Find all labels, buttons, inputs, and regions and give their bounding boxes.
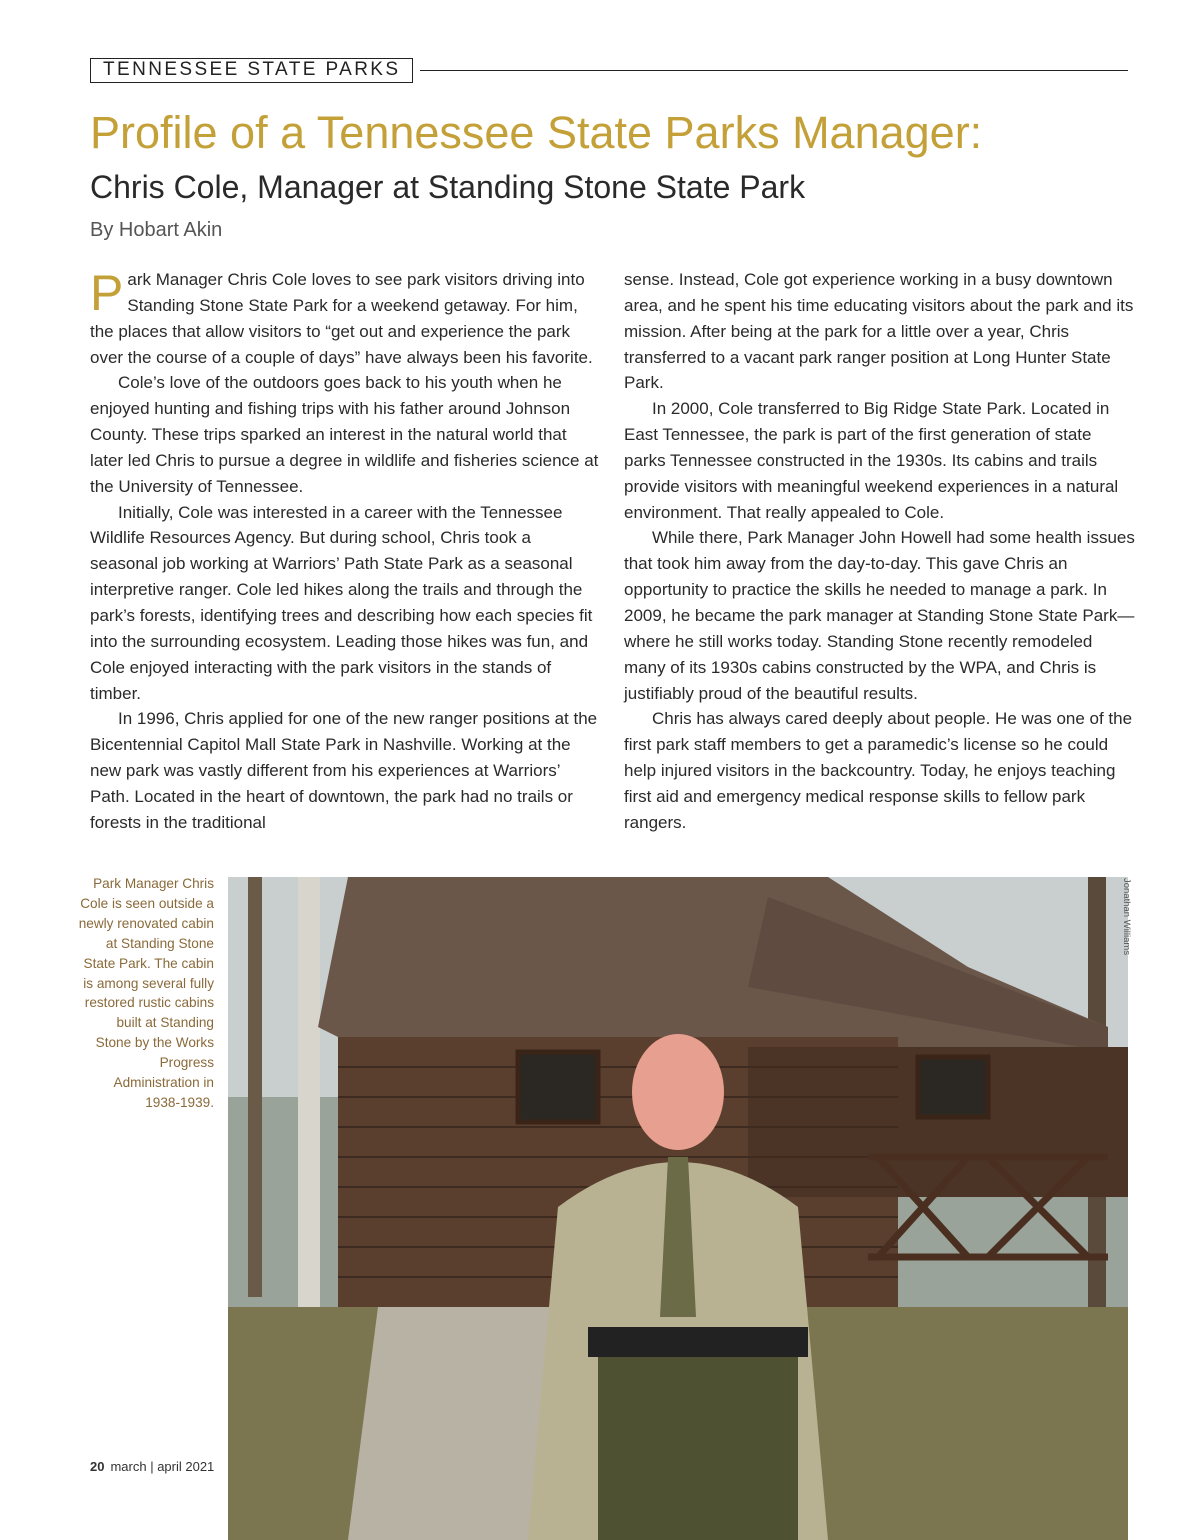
drop-cap: P (90, 265, 124, 321)
section-rule (420, 70, 1128, 71)
paragraph: Chris has always cared deeply about people. He was one of the first park staff members to get a paramedic’s license so he could help injured visitors in the backcountry. Today, he enjoys teaching first aid and emergency medical response skills to fellow park rangers. (624, 709, 1133, 832)
paragraph: In 2000, Cole transferred to Big Ridge State Park. Located in East Tennessee, the park is part of the first generation of state parks Tennessee constructed in the 1930s. Its cabins and trails provide visitors with meaningful weekend experiences in a natural environment. That really appealed to Cole. (624, 399, 1119, 522)
paragraph-text: ark Manager Chris Cole loves to see park visitors driving into Standing Stone State Park for a weekend getaway. For him, the places that allow visitors to “get out and experience the park over the course of a couple of days” have always been his favorite. (90, 270, 593, 367)
article-subtitle: Chris Cole, Manager at Standing Stone State Park (90, 169, 806, 205)
page-folio (90, 1459, 214, 1474)
paragraph: sense. Instead, Cole got experience working in a busy downtown area, and he spent his time educating visitors about the park and its mission. After being at the park for a little over a year, Chris transferred to a vacant park ranger position at Long Hunter State Park. (624, 270, 1134, 393)
article-column-right (624, 267, 1136, 836)
paragraph: While there, Park Manager John Howell had some health issues that took him away from the day-to-day. This gave Chris an opportunity to practice the skills he needed to manage a park. In 2009, he became the park manager at Standing Stone State Park—where he still works today. Standing Stone recently remodeled many of its 1930s cabins constructed by the WPA, and Chris is justifiably proud of the beautiful results. (624, 528, 1135, 703)
cabin-photo-illustration (228, 877, 1128, 1540)
photo-caption: Park Manager Chris Cole is seen outside a newly renovated cabin at Standing Stone State Park. The cabin is among several fully restored rustic cabins built at Standing Stone by the Works Progress Administration in 1938-1939. (78, 876, 214, 1110)
page-number: 20 (90, 1459, 105, 1474)
article-column-left (90, 267, 602, 836)
section-label: TENNESSEE STATE PARKS (90, 58, 413, 83)
cabin-photo (228, 877, 1128, 1540)
photo-credit: Jonathan Williams (1121, 878, 1132, 956)
byline: By Hobart Akin (90, 219, 223, 241)
paragraph: In 1996, Chris applied for one of the new ranger positions at the Bicentennial Capitol Mall State Park in Nashville. Working at the new park was vastly different from his experiences at Warriors’ Path. Located in the heart of downtown, the park had no trails or forests in the traditional (90, 709, 598, 832)
paragraph: Cole’s love of the outdoors goes back to his youth when he enjoyed hunting and fishing trips with his father around Johnson County. These trips sparked an interest in the natural world that later led Chris to pursue a degree in wildlife and fisheries science at the University of Tennessee. (90, 373, 599, 496)
article-title: Profile of a Tennessee State Parks Manager: (90, 107, 983, 158)
paragraph (90, 267, 602, 370)
issue-date: march | april 2021 (110, 1459, 215, 1474)
paragraph: Initially, Cole was interested in a career with the Tennessee Wildlife Resources Agency. But during school, Chris took a seasonal job working at Warriors’ Path State Park as a seasonal interpretive ranger. Cole led hikes along the trails and through the park’s forests, identifying trees and describing how each species fit into the surrounding ecosystem. Leading those hikes was fun, and Cole enjoyed interacting with the park visitors in the stands of timber. (90, 502, 593, 703)
